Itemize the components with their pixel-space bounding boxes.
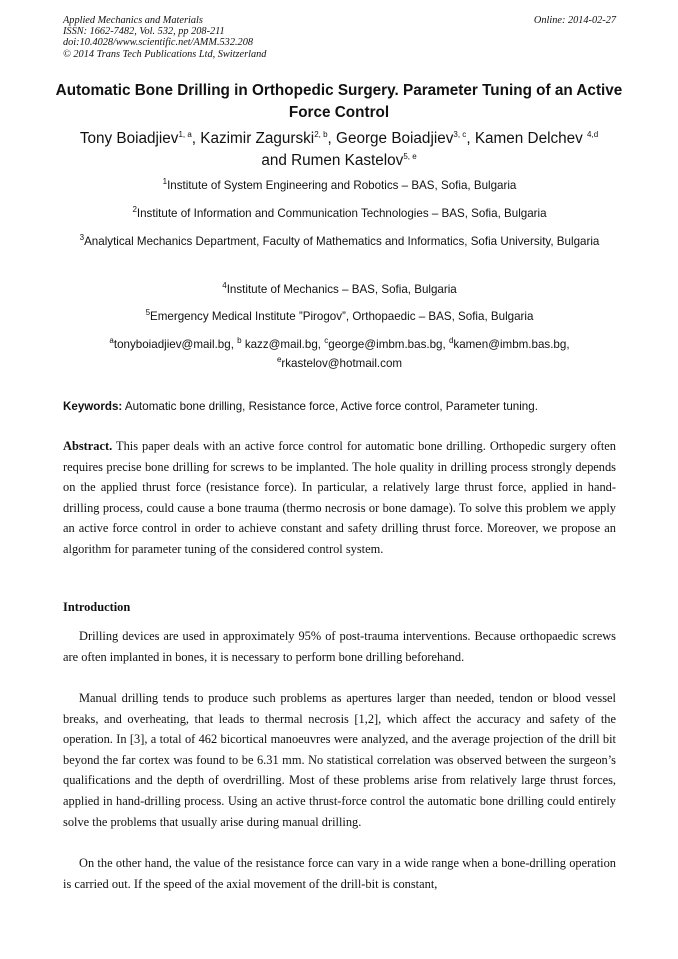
email-address: tonyboiadjiev@mail.bg, [113, 338, 238, 351]
affiliation-text: Institute of Mechanics – BAS, Sofia, Bulgaria [226, 283, 457, 296]
abstract-text: This paper deals with an active force control for automatic bone drilling. Orthopedic surgery often requires precise bone drilling for screws to be implanted. The hole quality in drilling process strongly depends on the applied thrust force (resistance force). In particular, a relatively large thrust force, applied in hand-drilling process, could cause a bone trauma (thermo necrosis or bone damage). To solve this problem we apply an active force control in order to achieve constant and safety drilling thrust force. Moreover, we propose an algorithm for parameter tuning of the considered control system. [63, 439, 616, 556]
email-sup: b [237, 336, 242, 346]
author-separator: , [466, 130, 475, 147]
keywords-label: Keywords: [63, 400, 123, 413]
author-sup: 5, e [403, 151, 417, 161]
affiliation-text: Institute of Information and Communication Technologies – BAS, Sofia, Bulgaria [136, 207, 547, 220]
author-name: Rumen Kastelov [291, 152, 404, 169]
author-list [40, 128, 638, 172]
body-paragraph: Drilling devices are used in approximately 95% of post-trauma interventions. Because orthopaedic screws are often implanted in bones, it is necessary to perform bone drilling beforehand. [63, 629, 616, 664]
journal-name: Applied Mechanics and Materials [63, 15, 203, 26]
email-address: rkastelov@hotmail.com [281, 357, 403, 370]
email-address: kamen@imbm.bas.bg, [453, 338, 570, 351]
affiliation-text: Institute of System Engineering and Robotics – BAS, Sofia, Bulgaria [167, 179, 517, 192]
online-date: Online: 2014-02-27 [533, 15, 616, 26]
affiliation-2 [63, 204, 616, 223]
keywords [63, 397, 616, 416]
keywords-text: Automatic bone drilling, Resistance force, Active force control, Parameter tuning. [122, 400, 538, 413]
email-sup: e [276, 355, 282, 365]
author-name: Kamen Delchev [474, 130, 588, 147]
affiliation-sup: 1 [162, 177, 168, 187]
abstract-label: Abstract. [63, 439, 113, 453]
affiliation-text: Analytical Mechanics Department, Faculty of Mathematics and Informatics, Sofia University, Bulgaria [84, 235, 600, 248]
body-paragraph: Manual drilling tends to produce such problems as apertures larger than needed, tendon or blood vessel breaks, and overheating, that leads to thermal necrosis [1,2], which affect the accuracy and safety of the operation. In [3], a total of 462 bicortical manoeuvres were analyzed, and the average projection of the drill bit beyond the far cortex was found to be 6.31 mm. No statistical correlation was observed between the surgeon’s qualifications and the depth of overdrilling. Most of these problems arise from relatively large thrust forces, applied in hand-drilling process. Using an active thrust-force control the automatic bone drilling could entirely solve the problems that usually arise during manual drilling. [63, 691, 616, 829]
author-name: Kazimir Zagurski [200, 130, 315, 147]
email-sup: c [324, 336, 329, 346]
author-sup: 1, a [178, 129, 192, 139]
affiliation-text: Emergency Medical Institute ”Pirogov”, Orthopaedic – BAS, Sofia, Bulgaria [150, 310, 534, 323]
email-address: kazz@mail.bg, [241, 338, 325, 351]
section-heading-introduction: Introduction [63, 600, 131, 614]
author-sup: 4,d [587, 129, 599, 139]
affiliation-sup: 5 [145, 308, 151, 318]
affiliation-5 [63, 307, 616, 326]
author-sup: 3, c [453, 129, 467, 139]
doi-line: doi:10.4028/www.scientific.net/AMM.532.208 [63, 37, 253, 49]
issn-line: ISSN: 1662-7482, Vol. 532, pp 208-211 [63, 26, 225, 38]
email-address: george@imbm.bas.bg, [328, 338, 449, 351]
author-name: George Boiadjiev [336, 130, 454, 147]
abstract [63, 436, 616, 560]
body-paragraph: On the other hand, the value of the resistance force can vary in a wide range when a bone-drilling operation is carried out. If the speed of the axial movement of the drill-bit is constant, [63, 856, 616, 891]
affiliation-3 [63, 232, 616, 251]
affiliation-4 [63, 280, 616, 299]
copyright-line: © 2014 Trans Tech Publications Ltd, Switzerland [63, 48, 267, 60]
affiliation-sup: 2 [132, 205, 137, 215]
author-separator: , [191, 130, 201, 147]
author-sup: 2, b [314, 129, 328, 139]
author-separator: and [261, 152, 292, 169]
email-sup: a [109, 336, 114, 346]
author-emails [63, 335, 616, 373]
journal-header [63, 15, 616, 60]
author-name: Tony Boiadjiev [79, 130, 179, 147]
author-separator: , [327, 130, 337, 147]
affiliation-1 [63, 176, 616, 195]
email-sup: d [448, 336, 454, 346]
affiliation-sup: 4 [222, 281, 227, 291]
affiliation-sup: 3 [79, 233, 85, 243]
paper-title: Automatic Bone Drilling in Orthopedic Surgery. Parameter Tuning of an Active Force Control [55, 82, 623, 121]
